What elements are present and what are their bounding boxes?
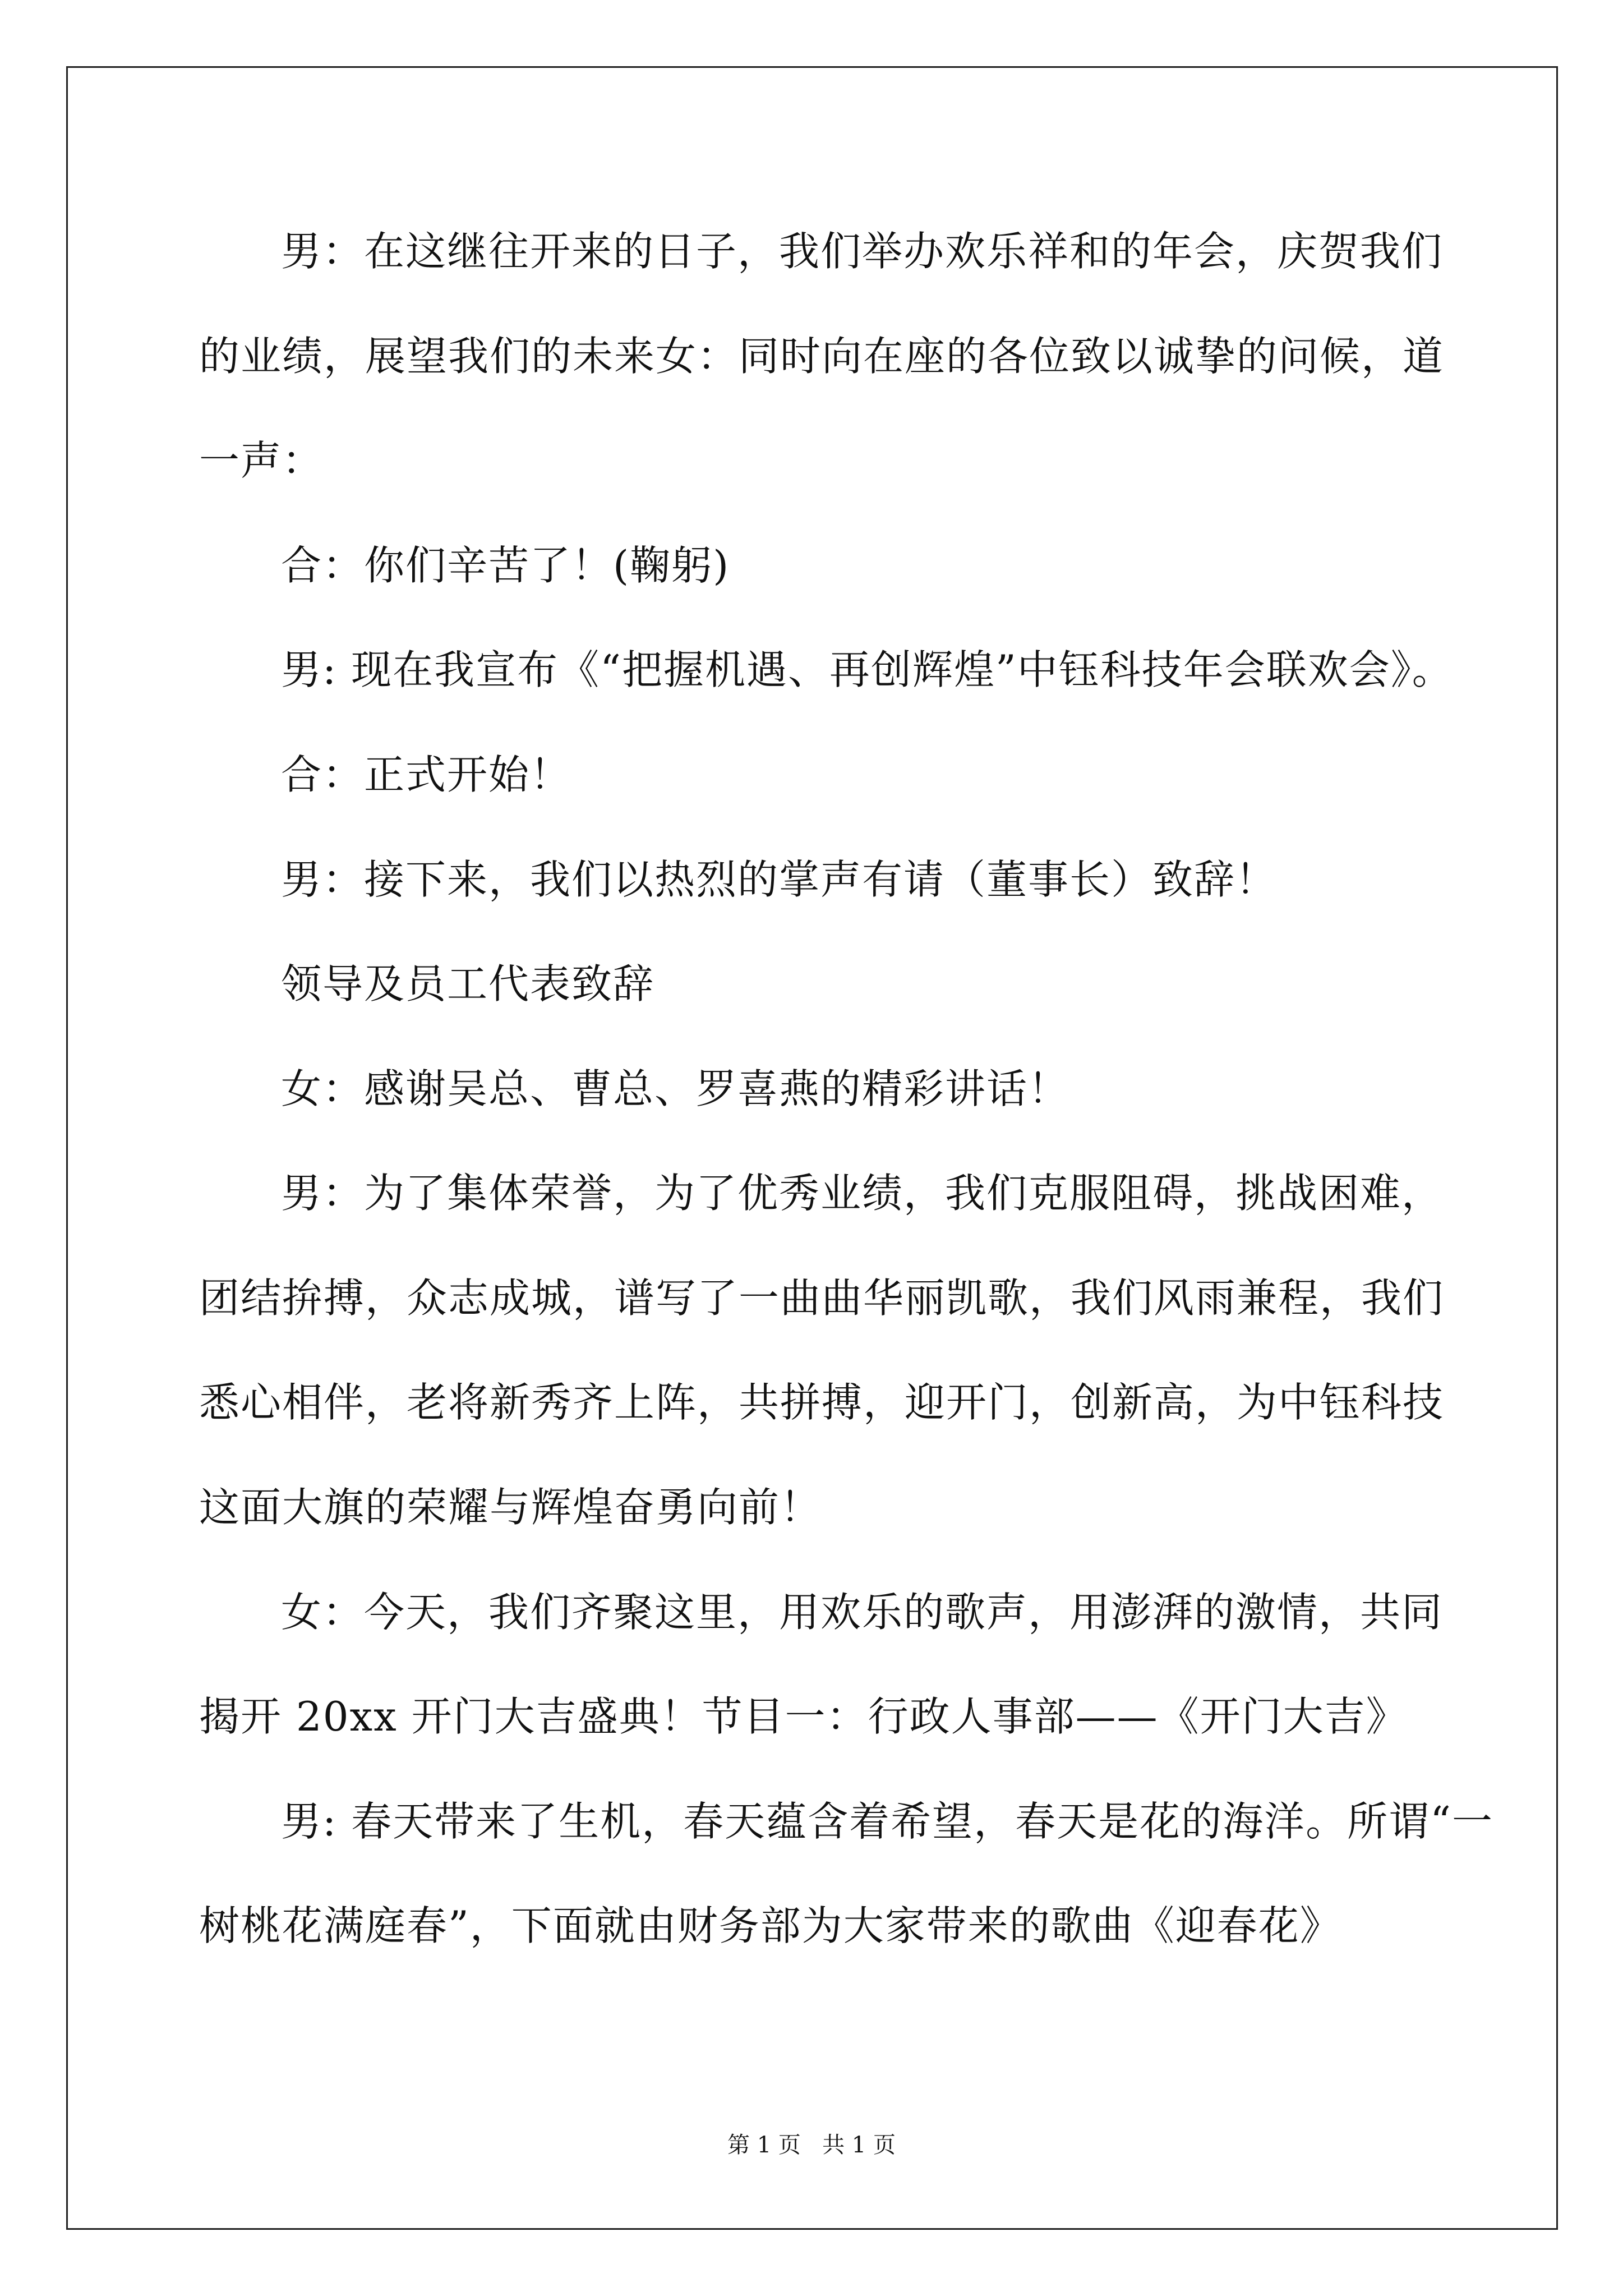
paragraph-3: 男: 现在我宣布《“把握机遇、再创辉煌”中钰科技年会联欢会》。: [281, 646, 1454, 693]
paragraph-5: 男：接下来，我们以热烈的掌声有请（董事长）致辞！: [281, 856, 1278, 903]
paragraph-8-line-4: 这面大旗的荣耀与辉煌奋勇向前！: [199, 1484, 822, 1531]
paragraph-9-line-2: 揭开 20xx 开门大吉盛典！节目一：行政人事部——《开门大吉》: [199, 1693, 1408, 1740]
paragraph-1-line-2: 的业绩，展望我们的未来女：同时向在座的各位致以诚挚的问候，道: [199, 333, 1445, 380]
paragraph-9-line-1: 女：今天，我们齐聚这里，用欢乐的歌声，用澎湃的激情，共同: [281, 1589, 1444, 1636]
paragraph-8-line-3: 悉心相伴，老将新秀齐上阵，共拼搏，迎开门，创新高，为中钰科技: [199, 1379, 1445, 1426]
paragraph-8-line-2: 团结拚搏，众志成城，谱写了一曲曲华丽凯歌，我们风雨兼程，我们: [199, 1274, 1445, 1322]
paragraph-1-line-3: 一声：: [199, 437, 324, 484]
paragraph-1-line-1: 男：在这继往开来的日子，我们举办欢乐祥和的年会，庆贺我们: [281, 228, 1444, 275]
page-footer: 第 1 页 共 1 页: [727, 2132, 896, 2158]
paragraph-6: 领导及员工代表致辞: [281, 960, 655, 1007]
paragraph-4: 合：正式开始！: [281, 751, 572, 798]
paragraph-2: 合：你们辛苦了！(鞠躬): [281, 542, 730, 589]
paragraph-10-line-2: 树桃花满庭春”，下面就由财务部为大家带来的歌曲《迎春花》: [199, 1902, 1341, 1949]
paragraph-7: 女：感谢吴总、曹总、罗喜燕的精彩讲话！: [281, 1065, 1070, 1112]
paragraph-10-line-1: 男: 春天带来了生机，春天蕴含着希望，春天是花的海洋。所谓“一: [281, 1798, 1493, 1845]
paragraph-8-line-1: 男：为了集体荣誉，为了优秀业绩，我们克服阻碍，挑战困难，: [281, 1170, 1444, 1217]
